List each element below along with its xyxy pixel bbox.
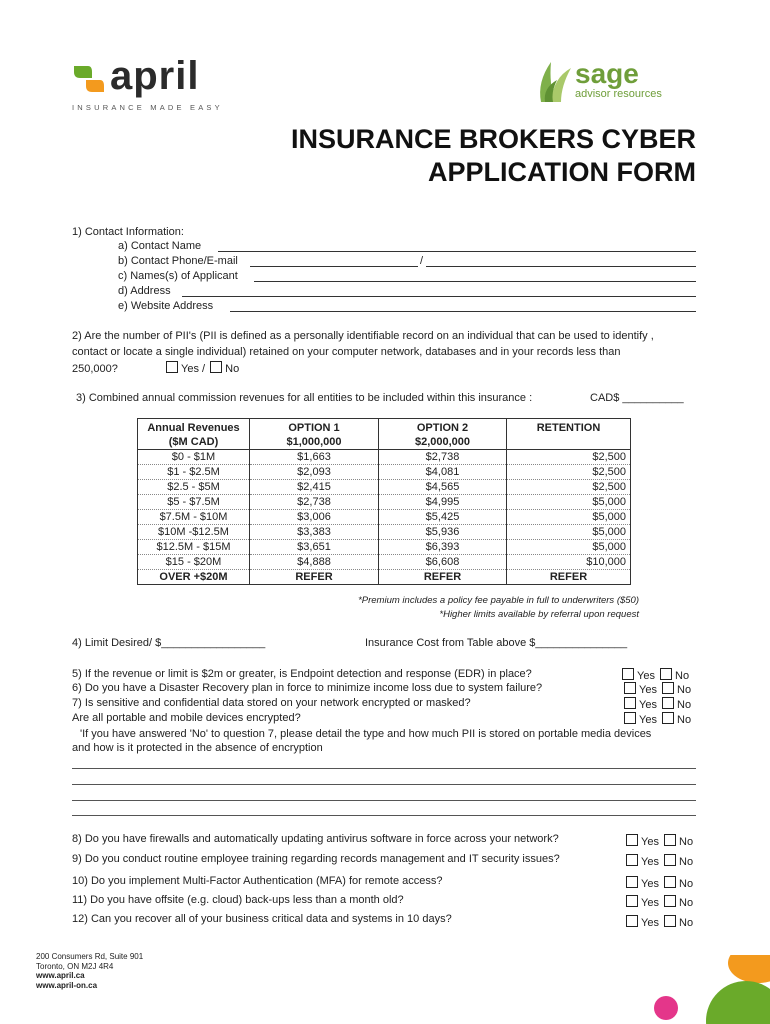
q6-yes-label: Yes (639, 684, 657, 696)
q12-yes-no (624, 915, 693, 929)
portable-yes-no (622, 712, 691, 726)
address-label: d) Address (118, 285, 171, 297)
portable-no-label: No (677, 714, 692, 726)
applicant-names-field[interactable] (118, 270, 238, 282)
q6-text: 6) Do you have a Disaster Recovery plan in force to minimize income loss due to system failure? (72, 682, 543, 694)
orange-circle-icon (728, 955, 770, 983)
q11-no-label: No (679, 897, 694, 909)
q8-text: 8) Do you have firewalls and automatically updating antivirus software in force across your network? (72, 833, 559, 845)
title-line-2: APPLICATION FORM (428, 157, 696, 187)
contact-name-line[interactable] (218, 241, 696, 252)
q6-no-checkbox[interactable] (662, 682, 674, 694)
q12-yes-checkbox[interactable] (626, 915, 638, 927)
pink-dot-icon (654, 996, 678, 1020)
q7-note-line-2: and how is it protected in the absence of encryption (72, 742, 323, 754)
q11-yes-no (624, 895, 693, 909)
answer-line-1[interactable] (72, 768, 696, 769)
footer-website-april-on[interactable]: www.april-on.ca (36, 980, 98, 990)
q9-no-label: No (679, 856, 694, 868)
answer-line-3[interactable] (72, 800, 696, 801)
q7-yes-label: Yes (639, 699, 657, 711)
q10-yes-checkbox[interactable] (626, 876, 638, 888)
q9-yes-checkbox[interactable] (626, 854, 638, 866)
website-line[interactable] (230, 301, 696, 312)
decorative-corner (690, 955, 770, 1024)
q7-note-line-1: 'If you have answered 'No' to question 7, please detail the type and how much PII is stored on portable media devices (80, 728, 652, 740)
address-field[interactable] (118, 285, 171, 297)
contact-phone-field[interactable] (118, 255, 238, 267)
footer-address (36, 952, 143, 990)
q11-yes-checkbox[interactable] (626, 895, 638, 907)
q5-no-label: No (675, 670, 690, 682)
website-field[interactable] (118, 300, 213, 312)
q7-no-label: No (677, 699, 692, 711)
website-label: e) Website Address (118, 300, 214, 312)
page-title (291, 123, 696, 189)
header-option-1: OPTION 1 $1,000,000 (250, 419, 379, 450)
contact-phone-line[interactable] (250, 256, 418, 267)
footer-address-line-2: Toronto, ON M2J 4R4 (36, 961, 114, 971)
q2-threshold: 250,000? (72, 363, 118, 375)
q8-yes-no (624, 834, 693, 848)
sage-leaf-icon (535, 58, 577, 104)
q10-yes-label: Yes (641, 878, 659, 890)
q12-no-checkbox[interactable] (664, 915, 676, 927)
q2-line-3 (72, 361, 239, 375)
q8-yes-label: Yes (641, 836, 659, 848)
portable-yes-label: Yes (639, 714, 657, 726)
q11-yes-label: Yes (641, 897, 659, 909)
sage-wordmark: sage (575, 58, 639, 89)
q10-no-label: No (679, 878, 694, 890)
q12-yes-label: Yes (641, 917, 659, 929)
contact-name-field[interactable] (118, 240, 201, 252)
table-row: OVER +$20M REFER REFER REFER (138, 570, 631, 585)
q5-yes-no (620, 668, 689, 682)
q3-cad-field[interactable]: CAD$ __________ (590, 392, 684, 404)
q5-yes-label: Yes (637, 670, 655, 682)
q9-no-checkbox[interactable] (664, 854, 676, 866)
footer-address-line-1: 200 Consumers Rd, Suite 901 (36, 952, 144, 961)
q6-no-label: No (677, 684, 692, 696)
table-row: $2.5 - $5M $2,415 $4,565 $2,500 (138, 480, 631, 495)
q9-text: 9) Do you conduct routine employee training regarding records management and IT security issues? (72, 853, 560, 865)
contact-email-line[interactable] (426, 256, 696, 267)
footer-website-april[interactable]: www.april.ca (36, 971, 85, 980)
april-wordmark: april (110, 54, 200, 98)
q9-yes-label: Yes (641, 856, 659, 868)
contact-name-label: a) Contact Name (118, 240, 202, 252)
applicant-names-label: c) Names(s) of Applicant (118, 270, 238, 282)
contact-phone-label: b) Contact Phone/E-mail (118, 255, 238, 267)
table-note-limits: *Higher limits available by referral upon request (439, 609, 639, 620)
table-row: $1 - $2.5M $2,093 $4,081 $2,500 (138, 465, 631, 480)
table-row: $0 - $1M $1,663 $2,738 $2,500 (138, 450, 631, 465)
q8-yes-checkbox[interactable] (626, 834, 638, 846)
q8-no-label: No (679, 836, 694, 848)
q1-heading: 1) Contact Information: (72, 226, 184, 238)
q10-no-checkbox[interactable] (664, 876, 676, 888)
q5-text: 5) If the revenue or limit is $2m or greater, is Endpoint detection and response (EDR) in place? (72, 668, 532, 680)
q11-no-checkbox[interactable] (664, 895, 676, 907)
table-header-row (138, 419, 631, 450)
q2-yes-label: Yes / (181, 363, 206, 375)
table-row: $12.5M - $15M $3,651 $6,393 $5,000 (138, 540, 631, 555)
phone-email-slash: / (420, 255, 424, 267)
answer-line-4[interactable] (72, 815, 696, 816)
q10-text: 10) Do you implement Multi-Factor Authentication (MFA) for remote access? (72, 875, 443, 887)
table-row: $7.5M - $10M $3,006 $5,425 $5,000 (138, 510, 631, 525)
premium-table (137, 418, 631, 585)
header-retention: RETENTION (507, 419, 631, 450)
applicant-names-line[interactable] (254, 271, 696, 282)
april-tagline: INSURANCE MADE EASY (72, 103, 223, 112)
table-note-premium: *Premium includes a policy fee payable in full to underwriters ($50) (358, 595, 639, 606)
q6-yes-no (622, 682, 691, 696)
q12-text: 12) Can you recover all of your business critical data and systems in 10 days? (72, 913, 452, 925)
header-annual-revenues: Annual Revenues ($M CAD) (138, 419, 250, 450)
portable-no-checkbox[interactable] (662, 712, 674, 724)
sage-subtitle: advisor resources (575, 88, 662, 100)
q6-yes-checkbox[interactable] (624, 682, 636, 694)
limit-desired-field[interactable]: 4) Limit Desired/ $_________________ (72, 637, 266, 649)
q5-no-checkbox[interactable] (660, 668, 672, 680)
q9-yes-no (624, 854, 693, 868)
portable-devices-text: Are all portable and mobile devices encrypted? (72, 712, 301, 724)
q12-no-label: No (679, 917, 694, 929)
q7-yes-no (622, 697, 691, 711)
q10-yes-no (624, 876, 693, 890)
q2-line-1: 2) Are the number of PII's (PII is defined as a personally identifiable record on an individual that can be used to identify , (72, 330, 654, 342)
title-line-1: INSURANCE BROKERS CYBER (290, 124, 696, 154)
portable-yes-checkbox[interactable] (624, 712, 636, 724)
q7-no-checkbox[interactable] (662, 697, 674, 709)
sage-logo (535, 58, 685, 104)
insurance-cost-field[interactable]: Insurance Cost from Table above $_______________ (365, 637, 628, 649)
q11-text: 11) Do you have offsite (e.g. cloud) back-ups less than a month old? (72, 894, 404, 906)
header-option-2: OPTION 2 $2,000,000 (379, 419, 507, 450)
q2-no-label: No (225, 363, 240, 375)
q2-no-checkbox[interactable] (210, 361, 222, 373)
q5-yes-checkbox[interactable] (622, 668, 634, 680)
table-row: $15 - $20M $4,888 $6,608 $10,000 (138, 555, 631, 570)
q7-yes-checkbox[interactable] (624, 697, 636, 709)
q3-text: 3) Combined annual commission revenues for all entities to be included within this insurance : (76, 392, 533, 404)
answer-line-2[interactable] (72, 784, 696, 785)
table-row: $10M -$12.5M $3,383 $5,936 $5,000 (138, 525, 631, 540)
q7-text: 7) Is sensitive and confidential data stored on your network encrypted or masked? (72, 697, 471, 709)
address-line[interactable] (182, 286, 696, 297)
april-leaf-icon (72, 62, 106, 96)
q2-yes-checkbox[interactable] (166, 361, 178, 373)
table-row: $5 - $7.5M $2,738 $4,995 $5,000 (138, 495, 631, 510)
q2-line-2: contact or locate a single individual) retained on your computer network, databases and in your records less than (72, 346, 621, 358)
green-circle-icon (706, 981, 770, 1024)
q8-no-checkbox[interactable] (664, 834, 676, 846)
